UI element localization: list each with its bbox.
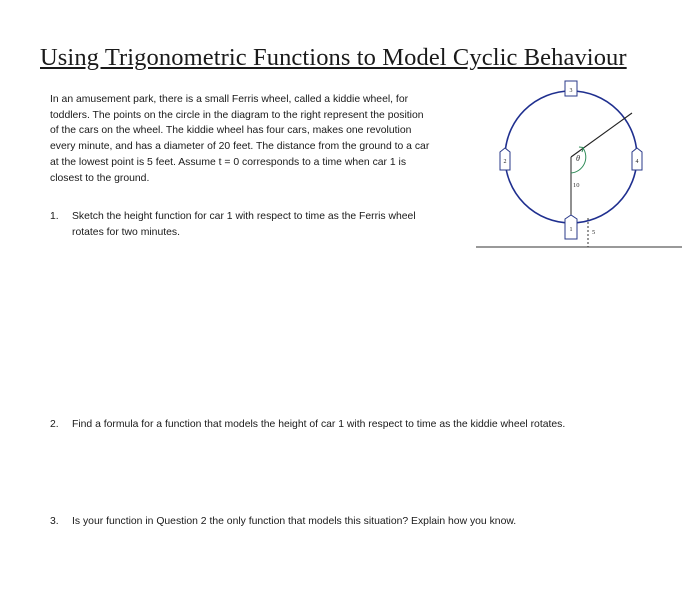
question-text <box>72 209 416 240</box>
intro-line: of the cars on the wheel. The kiddie wheel has four cars, makes one revolution <box>50 125 412 137</box>
rotated-radius <box>571 113 632 157</box>
car-label: 3 <box>569 88 573 94</box>
page-title: Using Trigonometric Functions to Model Cyclic Behaviour <box>40 44 627 71</box>
question-line: Is your function in Question 2 the only function that models this situation? Explain how you know. <box>72 516 517 527</box>
car-1 <box>565 215 577 239</box>
question-text <box>72 514 516 530</box>
car-label: 4 <box>635 159 639 165</box>
question-text <box>72 417 565 433</box>
radius-label: 10 <box>573 182 580 189</box>
intro-line: at the lowest point is 5 feet. Assume t = 0 corresponds to a time when car 1 is <box>50 156 407 168</box>
question-line: Sketch the height function for car 1 with respect to time as the Ferris wheel <box>72 211 416 222</box>
ferris-wheel-diagram <box>476 76 686 256</box>
angle-label: θ <box>576 154 580 163</box>
car-4 <box>632 148 642 170</box>
question-number: 2. <box>50 419 59 430</box>
car-label: 1 <box>569 227 573 233</box>
intro-line: closest to the ground. <box>50 172 150 184</box>
intro-line: In an amusement park, there is a small Ferris wheel, called a kiddie wheel, for <box>50 94 409 105</box>
car-label: 2 <box>503 159 507 165</box>
ground-gap-label: 5 <box>592 229 596 236</box>
question-line: Find a formula for a function that models the height of car 1 with respect to time as the kiddie wheel rotates. <box>72 419 566 430</box>
car-3 <box>565 81 577 96</box>
question-number: 1. <box>50 211 59 222</box>
question-number: 3. <box>50 516 59 527</box>
question-line: rotates for two minutes. <box>72 226 180 238</box>
car-2 <box>500 148 510 170</box>
intro-line: every minute, and has a diameter of 20 feet. The distance from the ground to a car <box>50 141 430 153</box>
intro-line: toddlers. The points on the circle in the diagram to the right represent the position <box>50 109 424 121</box>
intro-paragraph <box>50 92 470 186</box>
